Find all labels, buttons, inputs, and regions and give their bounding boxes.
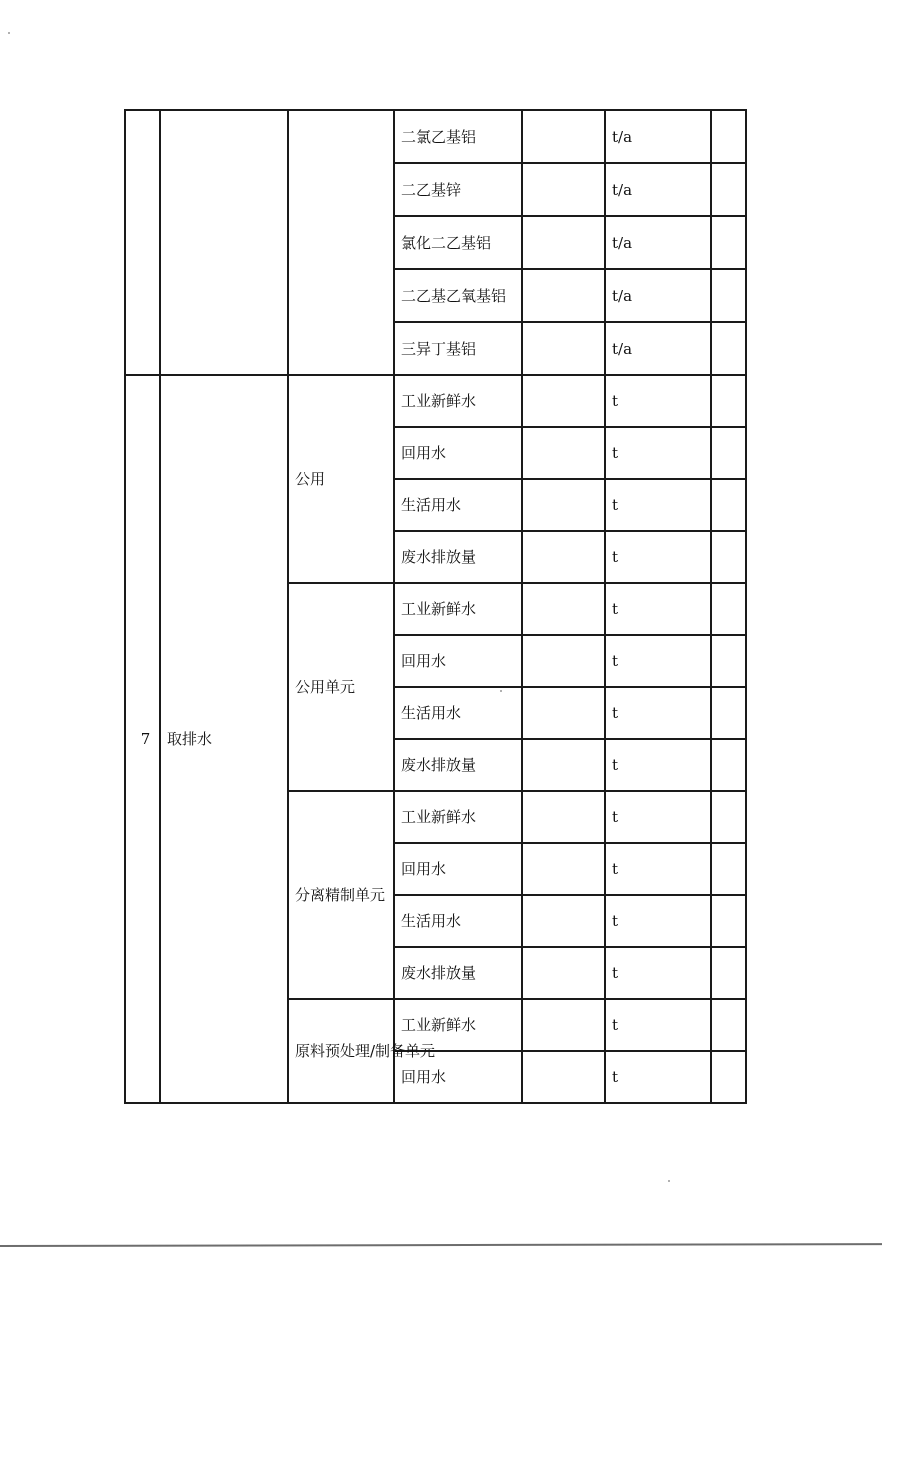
- value-cell: [522, 322, 605, 375]
- item-name-cell: 废水排放量: [394, 531, 522, 583]
- remark-cell: [711, 583, 746, 635]
- blank-category-cell: [160, 110, 288, 375]
- remark-cell: [711, 427, 746, 479]
- unit-cell: t: [605, 999, 711, 1051]
- unit-cell: t: [605, 1051, 711, 1103]
- item-name-cell: 回用水: [394, 843, 522, 895]
- item-name-cell: 氯化二乙基铝: [394, 216, 522, 269]
- unit-cell: t/a: [605, 322, 711, 375]
- item-name-cell: 工业新鲜水: [394, 583, 522, 635]
- unit-cell: t/a: [605, 163, 711, 216]
- remark-cell: [711, 163, 746, 216]
- table-row: [125, 375, 746, 427]
- blank-group-cell: [288, 110, 394, 375]
- item-name-cell: 三异丁基铝: [394, 322, 522, 375]
- value-cell: [522, 999, 605, 1051]
- item-name-cell: 废水排放量: [394, 739, 522, 791]
- group-label-cell: 原料预处理/制备单元: [288, 999, 394, 1103]
- value-cell: [522, 479, 605, 531]
- table-body: [125, 110, 746, 1103]
- remark-cell: [711, 375, 746, 427]
- value-cell: [522, 375, 605, 427]
- scan-speck: [8, 32, 10, 34]
- item-name-cell: 二氯乙基铝: [394, 110, 522, 163]
- item-name-cell: 回用水: [394, 635, 522, 687]
- value-cell: [522, 1051, 605, 1103]
- remark-cell: [711, 479, 746, 531]
- remark-cell: [711, 635, 746, 687]
- remark-cell: [711, 531, 746, 583]
- value-cell: [522, 791, 605, 843]
- value-cell: [522, 635, 605, 687]
- unit-cell: t: [605, 791, 711, 843]
- remark-cell: [711, 110, 746, 163]
- group-label-cell: 公用: [288, 375, 394, 583]
- unit-cell: t/a: [605, 110, 711, 163]
- remark-cell: [711, 843, 746, 895]
- blank-number-cell: [125, 110, 160, 375]
- unit-cell: t: [605, 479, 711, 531]
- remark-cell: [711, 216, 746, 269]
- unit-cell: t: [605, 739, 711, 791]
- value-cell: [522, 739, 605, 791]
- remark-cell: [711, 269, 746, 322]
- value-cell: [522, 163, 605, 216]
- item-name-cell: 废水排放量: [394, 947, 522, 999]
- value-cell: [522, 947, 605, 999]
- table-row: [125, 110, 746, 163]
- remark-cell: [711, 1051, 746, 1103]
- group-label-cell: 分离精制单元: [288, 791, 394, 999]
- item-name-cell: 工业新鲜水: [394, 791, 522, 843]
- unit-cell: t: [605, 947, 711, 999]
- scan-speck: [500, 690, 502, 692]
- item-name-cell: 回用水: [394, 1051, 522, 1103]
- value-cell: [522, 583, 605, 635]
- unit-cell: t/a: [605, 269, 711, 322]
- scan-speck: [668, 1180, 670, 1182]
- value-cell: [522, 110, 605, 163]
- unit-cell: t: [605, 843, 711, 895]
- remark-cell: [711, 739, 746, 791]
- data-table: [124, 109, 747, 1104]
- value-cell: [522, 843, 605, 895]
- item-name-cell: 生活用水: [394, 895, 522, 947]
- unit-cell: t: [605, 687, 711, 739]
- section-title-cell: 取排水: [160, 375, 288, 1103]
- unit-cell: t: [605, 427, 711, 479]
- item-name-cell: 回用水: [394, 427, 522, 479]
- remark-cell: [711, 895, 746, 947]
- item-name-cell: 二乙基锌: [394, 163, 522, 216]
- remark-cell: [711, 322, 746, 375]
- value-cell: [522, 216, 605, 269]
- section-number-cell: 7: [125, 375, 160, 1103]
- value-cell: [522, 895, 605, 947]
- remark-cell: [711, 999, 746, 1051]
- remark-cell: [711, 687, 746, 739]
- unit-cell: t: [605, 375, 711, 427]
- item-name-cell: 生活用水: [394, 687, 522, 739]
- item-name-cell: 工业新鲜水: [394, 999, 522, 1051]
- remark-cell: [711, 791, 746, 843]
- value-cell: [522, 269, 605, 322]
- remark-cell: [711, 947, 746, 999]
- value-cell: [522, 427, 605, 479]
- item-name-cell: 二乙基乙氧基铝: [394, 269, 522, 322]
- scan-edge-line: [0, 1243, 882, 1247]
- unit-cell: t: [605, 531, 711, 583]
- value-cell: [522, 687, 605, 739]
- item-name-cell: 生活用水: [394, 479, 522, 531]
- unit-cell: t/a: [605, 216, 711, 269]
- unit-cell: t: [605, 583, 711, 635]
- unit-cell: t: [605, 895, 711, 947]
- item-name-cell: 工业新鲜水: [394, 375, 522, 427]
- value-cell: [522, 531, 605, 583]
- unit-cell: t: [605, 635, 711, 687]
- group-label-cell: 公用单元: [288, 583, 394, 791]
